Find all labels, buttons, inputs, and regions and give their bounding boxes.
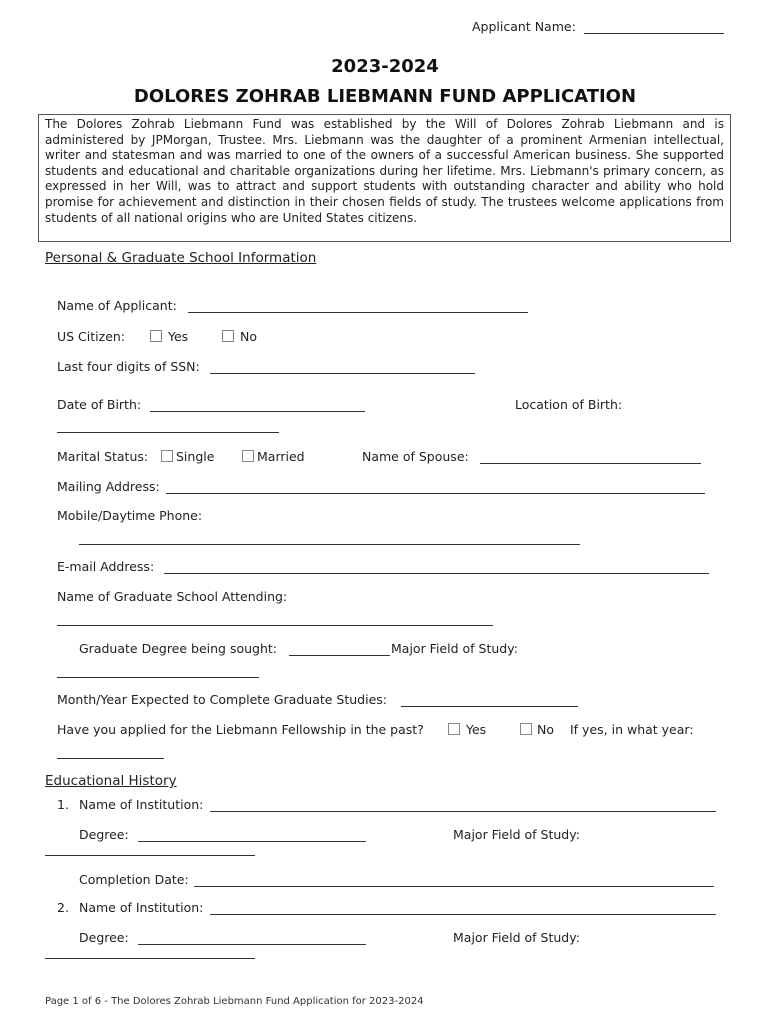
major-1-input[interactable] <box>45 855 255 856</box>
fellowship-label: Have you applied for the Liebmann Fellowship in the past? <box>57 722 424 737</box>
dob-input[interactable] <box>150 411 365 412</box>
institution-1-number: 1. <box>57 797 69 812</box>
degree-sought-label: Graduate Degree being sought: <box>79 641 278 656</box>
email-label: E-mail Address: <box>57 559 155 574</box>
institution-1-input[interactable] <box>210 811 716 812</box>
email-input[interactable] <box>164 573 709 574</box>
page-footer: Page 1 of 6 - The Dolores Zohrab Liebmann Fund Application for 2023-2024 <box>45 996 424 1007</box>
if-yes-year-input[interactable] <box>57 758 164 759</box>
fellowship-yes-checkbox[interactable] <box>448 723 460 735</box>
birth-location-input[interactable] <box>57 432 279 433</box>
major-2-input[interactable] <box>45 958 255 959</box>
mailing-address-label: Mailing Address: <box>57 479 160 494</box>
section-personal-title: Personal & Graduate School Information <box>45 250 317 266</box>
intro-paragraph: The Dolores Zohrab Liebmann Fund was established by the Will of Dolores Zohrab Liebmann and is administered by JPMorgan, Trustee. Mrs. Liebmann was the daughter of a prominent Armenian intellectual, writer and statesman and was married to one of the owners of a successful American business. She supported students and educational and charitable organizations during her lifetime. Mrs. Liebmann's primary concern, as expressed in her Will, was to attract and support students with outstanding character and ability who hold promise for achievement and distinction in their chosen fields of study. The trustees welcome applications from students of all national origins who are United States citizens. <box>38 114 731 242</box>
completion-date-1-input[interactable] <box>194 886 714 887</box>
fellowship-no-checkbox[interactable] <box>520 723 532 735</box>
grad-major-input[interactable] <box>57 677 259 678</box>
us-citizen-yes-label: Yes <box>168 329 189 344</box>
marital-single-checkbox[interactable] <box>161 450 173 462</box>
degree-2-label: Degree: <box>79 930 129 945</box>
marital-married-checkbox[interactable] <box>242 450 254 462</box>
dob-label: Date of Birth: <box>57 397 142 412</box>
grad-school-input[interactable] <box>57 625 493 626</box>
completion-input[interactable] <box>401 706 578 707</box>
institution-1-label: Name of Institution: <box>79 797 204 812</box>
applicant-name-input[interactable] <box>188 312 528 313</box>
us-citizen-yes-checkbox[interactable] <box>150 330 162 342</box>
institution-2-input[interactable] <box>210 914 716 915</box>
major-2-label: Major Field of Study: <box>453 930 580 945</box>
spouse-name-input[interactable] <box>480 463 701 464</box>
us-citizen-no-label: No <box>240 329 257 344</box>
applicant-name-label: Applicant Name: <box>472 19 576 34</box>
fellowship-no-label: No <box>537 722 554 737</box>
ssn-input[interactable] <box>210 373 475 374</box>
title-year: 2023-2024 <box>331 56 439 77</box>
birth-location-label: Location of Birth: <box>515 397 623 412</box>
degree-sought-input[interactable] <box>289 655 390 656</box>
section-education-title: Educational History <box>45 773 177 789</box>
mailing-address-input[interactable] <box>166 493 705 494</box>
applicant-name-label-2: Name of Applicant: <box>57 298 177 313</box>
marital-married-label: Married <box>257 449 305 464</box>
degree-2-input[interactable] <box>138 944 366 945</box>
degree-1-label: Degree: <box>79 827 129 842</box>
fellowship-yes-label: Yes <box>466 722 487 737</box>
completion-date-1-label: Completion Date: <box>79 872 189 887</box>
grad-major-label: Major Field of Study: <box>391 641 518 656</box>
institution-2-number: 2. <box>57 900 69 915</box>
spouse-name-label: Name of Spouse: <box>362 449 469 464</box>
completion-label: Month/Year Expected to Complete Graduate Studies: <box>57 692 388 707</box>
us-citizen-no-checkbox[interactable] <box>222 330 234 342</box>
grad-school-label: Name of Graduate School Attending: <box>57 589 288 604</box>
ssn-label: Last four digits of SSN: <box>57 359 200 374</box>
marital-single-label: Single <box>176 449 215 464</box>
applicant-name-field[interactable] <box>584 33 724 34</box>
degree-1-input[interactable] <box>138 841 366 842</box>
major-1-label: Major Field of Study: <box>453 827 580 842</box>
if-yes-year-label: If yes, in what year: <box>570 722 694 737</box>
phone-input[interactable] <box>79 544 580 545</box>
page-title: DOLORES ZOHRAB LIEBMANN FUND APPLICATION <box>133 86 637 107</box>
us-citizen-label: US Citizen: <box>57 329 126 344</box>
marital-status-label: Marital Status: <box>57 449 149 464</box>
institution-2-label: Name of Institution: <box>79 900 204 915</box>
phone-label: Mobile/Daytime Phone: <box>57 508 203 523</box>
